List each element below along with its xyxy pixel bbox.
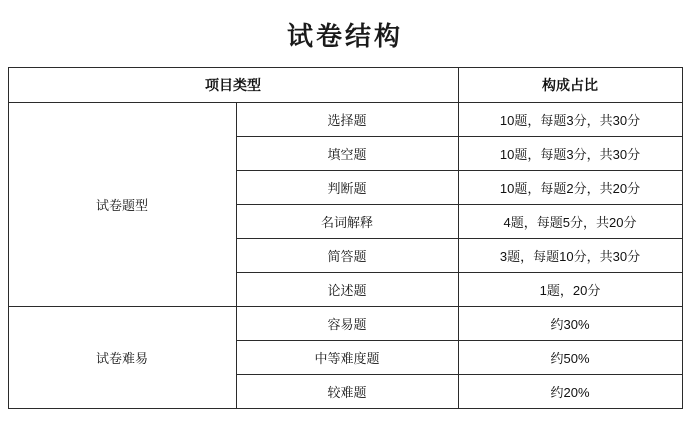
row-name: 容易题 bbox=[236, 307, 458, 341]
table-header bbox=[8, 68, 682, 103]
row-name: 中等难度题 bbox=[236, 341, 458, 375]
row-value: 3题，每题10分，共30分 bbox=[458, 239, 682, 273]
row-name: 论述题 bbox=[236, 273, 458, 307]
row-name: 判断题 bbox=[236, 171, 458, 205]
table-row bbox=[8, 307, 682, 341]
row-value: 约50% bbox=[458, 341, 682, 375]
table-body bbox=[8, 103, 682, 409]
row-value: 1题，20分 bbox=[458, 273, 682, 307]
row-value: 10题，每题3分，共30分 bbox=[458, 103, 682, 137]
exam-structure-table bbox=[8, 67, 683, 409]
table-row bbox=[8, 103, 682, 137]
row-name: 填空题 bbox=[236, 137, 458, 171]
row-name: 简答题 bbox=[236, 239, 458, 273]
column-header-item-type: 项目类型 bbox=[8, 68, 458, 103]
row-name: 较难题 bbox=[236, 375, 458, 409]
row-name: 名词解释 bbox=[236, 205, 458, 239]
row-value: 4题，每题5分，共20分 bbox=[458, 205, 682, 239]
group-label-question-types: 试卷题型 bbox=[8, 103, 236, 307]
row-value: 约20% bbox=[458, 375, 682, 409]
page-title: 试卷结构 bbox=[286, 21, 403, 51]
row-value: 约30% bbox=[458, 307, 682, 341]
row-name: 选择题 bbox=[236, 103, 458, 137]
row-value: 10题，每题2分，共20分 bbox=[458, 171, 682, 205]
table-header-row bbox=[8, 68, 682, 103]
column-header-composition: 构成占比 bbox=[458, 68, 682, 103]
group-label-difficulty: 试卷难易 bbox=[8, 307, 236, 409]
row-value: 10题，每题3分，共30分 bbox=[458, 137, 682, 171]
